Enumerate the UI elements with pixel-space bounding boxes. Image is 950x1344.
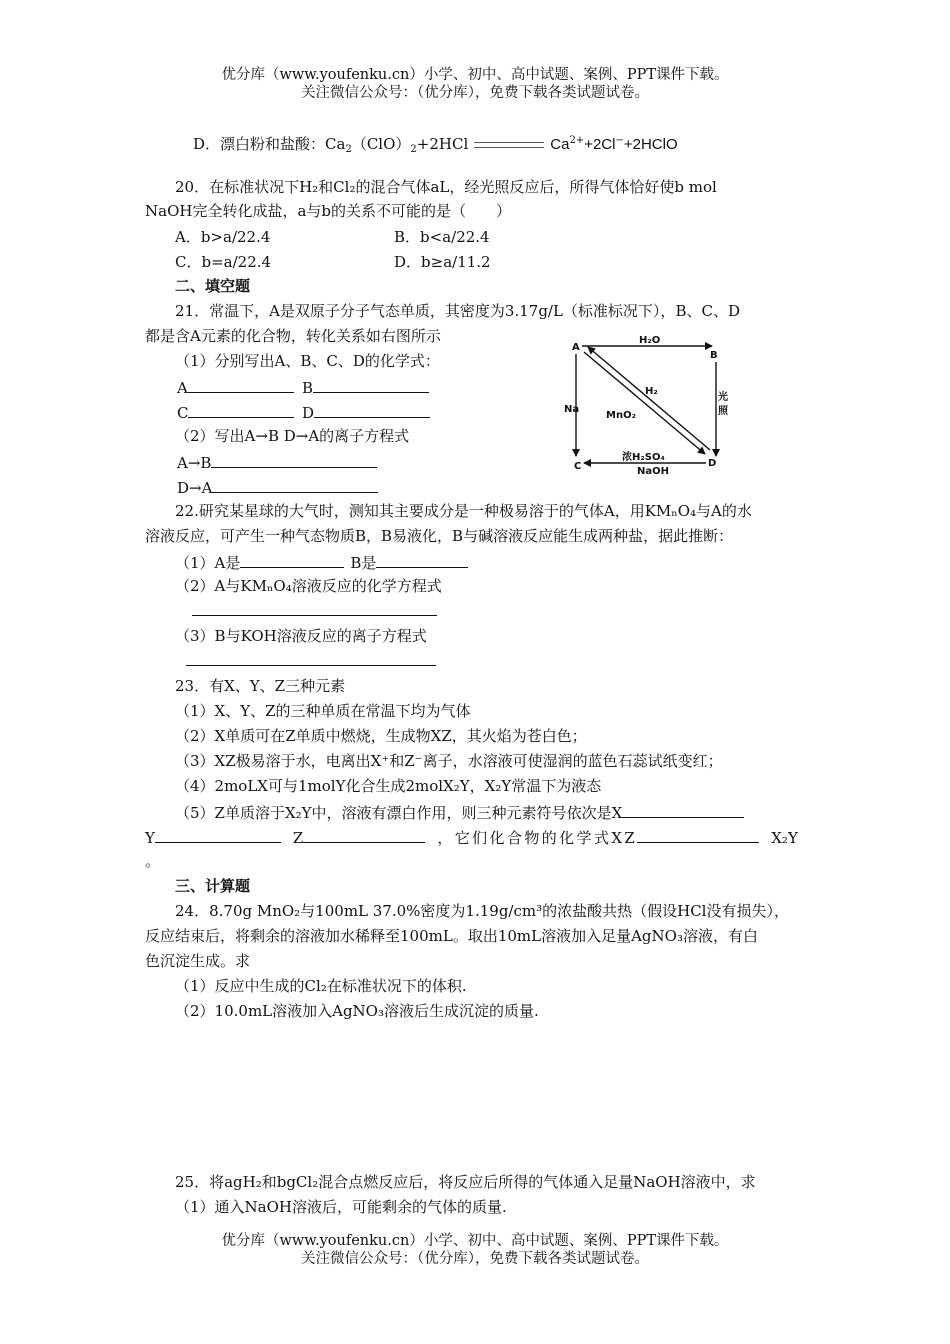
diagram-node-c: C xyxy=(574,461,582,472)
q21-line1: 21．常温下，A是双原子分子气态单质，其密度为3.17g/L（标准标况下），B、C、D xyxy=(175,302,740,320)
q23-blank-x[interactable] xyxy=(622,801,744,818)
q19d-plus: +2HCl xyxy=(416,135,469,153)
q21-blank-a[interactable] xyxy=(188,376,294,393)
q23-s3: （3）XZ极易溶于水，电离出X⁺和Z⁻离子，水溶液可使湿润的蓝色石蕊试纸变红； xyxy=(175,752,723,770)
q22-sub1-a-label: （1）A是 xyxy=(175,554,241,572)
q21-label-c: C xyxy=(177,404,189,422)
q21-blank-da[interactable] xyxy=(212,476,378,493)
q21-conversion-diagram xyxy=(560,332,730,474)
q19-option-d xyxy=(193,131,678,160)
q20-line1: 20．在标准状况下H₂和Cl₂的混合气体aL，经光照反应后，所得气体恰好使b mol xyxy=(175,178,717,196)
diagram-label-light1: 光 xyxy=(718,392,728,403)
q19d-prefix: D．漂白粉和盐酸：Ca xyxy=(193,135,346,153)
q23-s6-x2y-label: X₂Y xyxy=(771,829,798,847)
q21-label-a: A xyxy=(177,379,188,397)
q19d-sub2: 2 xyxy=(410,144,417,155)
q22-sub3: （3）B与KOH溶液反应的离子方程式 xyxy=(175,627,427,645)
q23-s5 xyxy=(175,801,744,823)
q20-option-c: C．b=a/22.4 xyxy=(175,253,272,271)
q20-option-a: A．b>a/22.4 xyxy=(175,228,271,246)
q21-blank-c[interactable] xyxy=(188,401,294,418)
q21-blank-d[interactable] xyxy=(314,401,430,418)
q24-line1: 24．8.70g MnO₂与100mL 37.0%密度为1.19g/cm³的浓盐酸共热（假设HCl没有损失）， xyxy=(175,902,789,920)
diagram-label-mno2: MnO₂ xyxy=(606,410,636,421)
q19d-sup-cl: − xyxy=(615,135,624,146)
q19d-rhs-end: +2HClO xyxy=(623,136,678,153)
q22-line1: 22.研究某星球的大气时，测知其主要成分是一种极易溶于的气体A，用KMₙO₄与A的水 xyxy=(175,502,752,520)
q23-s4: （4）2moLX可与1molY化合生成2molX₂Y，X₂Y常温下为液态 xyxy=(175,777,602,795)
diagram-label-light2: 照 xyxy=(718,406,728,417)
q21-blank-ab[interactable] xyxy=(211,451,377,468)
q23-blank-xz[interactable] xyxy=(637,826,759,843)
q21-sub1: （1）分别写出A、B、C、D的化学式： xyxy=(175,352,440,370)
q24-s1: （1）反应中生成的Cl₂在标准状况下的体积. xyxy=(175,977,467,995)
q22-blank-a[interactable] xyxy=(240,551,344,568)
diagram-node-a: A xyxy=(572,342,580,353)
q23-s5-text: （5）Z单质溶于X₂Y中，溶液有漂白作用，则三种元素符号依次是X xyxy=(175,804,623,822)
q22-line2: 溶液反应，可产生一种气态物质B，B易液化，B与碱溶液反应能生成两种盐，据此推断： xyxy=(145,527,734,545)
page-footer-line2: 关注微信公众号：（优分库），免费下载各类试题试卷。 xyxy=(301,1251,649,1267)
q22-answer-line-3[interactable] xyxy=(186,665,436,666)
q23-s2: （2）X单质可在Z单质中燃烧，生成物XZ，其火焰为苍白色； xyxy=(175,727,587,745)
section-fill-in-heading: 二、填空题 xyxy=(175,277,251,295)
q23-s6-mid: ，它们化合物的化学式XZ xyxy=(437,829,638,847)
q23-s1: （1）X、Y、Z的三种单质在常温下均为气体 xyxy=(175,702,471,720)
q21-da-label: D→A xyxy=(177,479,213,497)
q21-blank-b[interactable] xyxy=(313,376,429,393)
q22-answer-line-2[interactable] xyxy=(192,615,437,616)
q24-line2: 反应结束后，将剩余的溶液加水稀释至100mL。取出10mL溶液加入足量AgNO₃溶液，有白 xyxy=(145,927,758,945)
page-header-line2: 关注微信公众号：（优分库），免费下载各类试题试卷。 xyxy=(301,85,649,101)
q19d-sup-ca: 2+ xyxy=(569,135,585,146)
diagram-label-h2so4: 浓H₂SO₄ xyxy=(622,452,665,463)
q21-line2: 都是含A元素的化合物，转化关系如右图所示 xyxy=(145,327,441,345)
diagram-node-d: D xyxy=(708,458,717,469)
q21-sub2: （2）写出A→B D→A的离子方程式 xyxy=(175,427,410,445)
q21-answer-da xyxy=(177,476,378,498)
q21-ab-label: A→B xyxy=(177,454,212,472)
page-header-line1: 优分库（www.youfenku.cn）小学、初中、高中试题、案例、PPT课件下载。 xyxy=(221,67,729,83)
diagram-label-h2: H₂ xyxy=(645,386,658,397)
q25-line1: 25．将agH₂和bgCl₂混合点燃反应后，将反应后所得的气体通入足量NaOH溶液中，求 xyxy=(175,1173,756,1191)
q23-line1: 23．有X、Y、Z三种元素 xyxy=(175,677,346,695)
diagram-label-na: Na xyxy=(564,404,580,415)
q22-blank-b[interactable] xyxy=(376,551,468,568)
q21-answer-a xyxy=(177,376,294,398)
q19d-sub1: 2 xyxy=(345,144,352,155)
q23-s7: 。 xyxy=(145,852,161,870)
q20-option-b: B．b<a/22.4 xyxy=(394,228,490,246)
q21-label-b: B xyxy=(302,379,314,397)
q20-line2: NaOH完全转化成盐，a与b的关系不可能的是（ ） xyxy=(145,202,511,220)
q24-s2: （2）10.0mL溶液加入AgNO₃溶液后生成沉淀的质量. xyxy=(175,1002,539,1020)
q19d-mid: （ClO） xyxy=(351,135,411,153)
diagram-label-h2o: H₂O xyxy=(639,335,661,346)
q24-line3: 色沉淀生成。求 xyxy=(145,952,251,970)
diagram-label-naoh: NaOH xyxy=(637,466,669,474)
equation-arrow xyxy=(474,142,544,148)
q22-sub1-b-label: B是 xyxy=(350,554,377,572)
section-calc-heading: 三、计算题 xyxy=(175,877,251,895)
q19d-rhs-ca: Ca xyxy=(550,136,570,153)
q21-answer-b xyxy=(302,376,429,398)
page-footer-line1: 优分库（www.youfenku.cn）小学、初中、高中试题、案例、PPT课件下载。 xyxy=(221,1233,729,1249)
q23-s6-z-label: Z xyxy=(292,829,304,847)
q25-s1: （1）通入NaOH溶液后，可能剩余的气体的质量. xyxy=(175,1198,507,1216)
q21-answer-c xyxy=(177,401,294,423)
q21-label-d: D xyxy=(302,404,315,422)
q23-s6-y-label: Y xyxy=(145,829,155,847)
q23-blank-y[interactable] xyxy=(155,826,281,843)
q20-option-d: D．b≥a/11.2 xyxy=(394,253,491,271)
arrow-a-to-d xyxy=(584,352,705,454)
q22-sub1 xyxy=(175,551,468,573)
q23-s6 xyxy=(145,826,798,848)
q21-answer-ab xyxy=(177,451,377,473)
q22-sub2: （2）A与KMₙO₄溶液反应的化学方程式 xyxy=(175,577,442,595)
q19d-rhs-mid: +2Cl xyxy=(584,136,616,153)
q21-answer-d xyxy=(302,401,430,423)
diagram-node-b: B xyxy=(710,350,718,361)
q23-blank-z[interactable] xyxy=(303,826,425,843)
arrow-d-to-a xyxy=(588,347,710,450)
